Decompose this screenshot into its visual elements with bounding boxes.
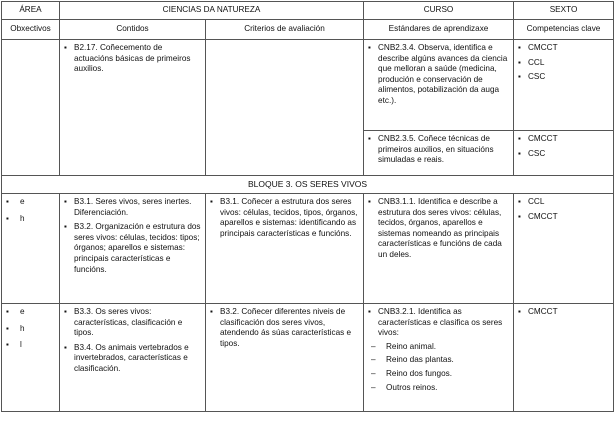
kingdom-item: – Outros reinos. bbox=[368, 383, 509, 394]
col-contents: Contidos bbox=[60, 20, 206, 40]
standard-item: ▪ CNB2.3.4. Observa, identifica e describe algúns avances da ciencia que melloran a saúde (medicina, produción e conservación de alimentos, potabilización da auga etc.). bbox=[368, 43, 509, 107]
standard-item: ▪ CNB3.1.1. Identifica e describe a estrutura dos seres vivos: células, tecidos, órganos, aparellos e sistemas nomeando as principais características e funcións de cada un deles. bbox=[368, 197, 509, 261]
standard-item: ▪ CNB2.3.5. Coñece técnicas de primeiros auxilios, en situacións simuladas e reais. bbox=[368, 134, 509, 166]
objective-item: ▪ e bbox=[6, 197, 55, 208]
competence-item: ▪ CCL bbox=[518, 197, 609, 208]
content-item: ▪ B3.1. Seres vivos, seres inertes. Diferenciación. bbox=[64, 197, 201, 218]
table-row bbox=[2, 304, 614, 412]
competence-item: ▪ CMCCT bbox=[518, 307, 609, 318]
content-item: ▪ B3.3. Os seres vivos: características, clasificación e tipos. bbox=[64, 307, 201, 339]
objective-item: ▪ h bbox=[6, 214, 55, 225]
objective-item: ▪ l bbox=[6, 340, 55, 351]
table-row bbox=[2, 194, 614, 304]
curriculum-table bbox=[1, 1, 614, 412]
criteria-cell bbox=[206, 194, 364, 304]
block-title-row bbox=[2, 176, 614, 194]
area-value: CIENCIAS DA NATUREZA bbox=[60, 2, 364, 20]
criteria-cell bbox=[206, 40, 364, 176]
kingdom-item: – Reino das plantas. bbox=[368, 355, 509, 366]
standards-cell bbox=[364, 194, 514, 304]
header-row-area bbox=[2, 2, 614, 20]
col-criteria: Criterios de avaliación bbox=[206, 20, 364, 40]
content-item: ▪ B2.17. Coñecemento de actuacións básicas de primeiros auxilios. bbox=[64, 43, 201, 75]
contents-cell bbox=[60, 194, 206, 304]
content-item: ▪ B3.4. Os animais vertebrados e invertebrados, características e clasificación. bbox=[64, 343, 201, 375]
objectives-cell bbox=[2, 40, 60, 176]
objectives-cell bbox=[2, 194, 60, 304]
objective-item: ▪ h bbox=[6, 324, 55, 335]
area-label: ÁREA bbox=[2, 2, 60, 20]
col-competences: Competencias clave bbox=[514, 20, 614, 40]
competences-cell bbox=[514, 131, 614, 176]
competences-cell bbox=[514, 194, 614, 304]
block-title: BLOQUE 3. OS SERES VIVOS bbox=[2, 176, 614, 194]
competences-cell bbox=[514, 304, 614, 412]
contents-cell bbox=[60, 304, 206, 412]
table-row bbox=[2, 40, 614, 131]
kingdom-item: – Reino dos fungos. bbox=[368, 369, 509, 380]
competence-item: ▪ CMCCT bbox=[518, 43, 609, 54]
header-row-columns bbox=[2, 20, 614, 40]
criteria-cell bbox=[206, 304, 364, 412]
competences-cell bbox=[514, 40, 614, 131]
content-item: ▪ B3.2. Organización e estrutura dos seres vivos: células, tecidos: tipos; órganos; aparellos e sistemas: principais características e funcións. bbox=[64, 222, 201, 275]
competence-item: ▪ CCL bbox=[518, 58, 609, 69]
standard-item: ▪ CNB3.2.1. Identifica as características e clasifica os seres vivos: bbox=[368, 307, 509, 339]
criterion-item: ▪ B3.1. Coñecer a estrutura dos seres vivos: células, tecidos, tipos, órganos, aparellos e sistemas: identificando as principais características e funcións. bbox=[210, 197, 359, 239]
col-standards: Estándares de aprendizaxe bbox=[364, 20, 514, 40]
kingdom-item: – Reino animal. bbox=[368, 342, 509, 353]
competence-item: ▪ CMCCT bbox=[518, 212, 609, 223]
standards-cell bbox=[364, 304, 514, 412]
course-label: CURSO bbox=[364, 2, 514, 20]
col-objectives: Obxectivos bbox=[2, 20, 60, 40]
competence-item: ▪ CMCCT bbox=[518, 134, 609, 145]
course-value: SEXTO bbox=[514, 2, 614, 20]
standards-cell bbox=[364, 131, 514, 176]
standards-cell bbox=[364, 40, 514, 131]
criterion-item: ▪ B3.2. Coñecer diferentes niveis de clasificación dos seres vivos, atendendo ás súas características e tipos. bbox=[210, 307, 359, 349]
objective-item: ▪ e bbox=[6, 307, 55, 318]
contents-cell bbox=[60, 40, 206, 176]
objectives-cell bbox=[2, 304, 60, 412]
competence-item: ▪ CSC bbox=[518, 72, 609, 83]
competence-item: ▪ CSC bbox=[518, 149, 609, 160]
